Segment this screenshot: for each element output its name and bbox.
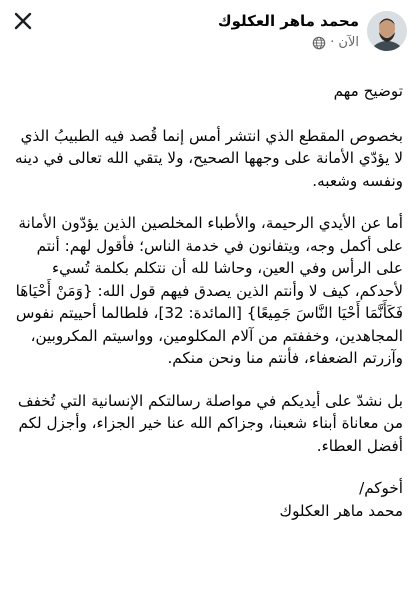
post-body xyxy=(0,80,417,522)
meta-separator: · xyxy=(330,35,335,50)
post-paragraph-3: بل نشدّ على أيديكم في مواصلة رسالتكم الإنسانية التي تُخفف من معاناة أبناء شعبنا، وجزاكم الله عنا خير الجزاء، وأجزل لكم أفضل العطاء. xyxy=(17,391,403,455)
close-button[interactable] xyxy=(10,8,36,34)
avatar[interactable] xyxy=(367,11,407,51)
avatar-photo xyxy=(367,11,407,51)
globe-icon[interactable] xyxy=(312,36,326,50)
post-header xyxy=(0,0,417,70)
post-time[interactable]: الآن xyxy=(338,35,359,50)
close-icon xyxy=(14,12,32,30)
author-name[interactable]: محمد ماهر العكلوك xyxy=(217,12,359,30)
post-closing: أخوكم/ xyxy=(359,479,403,497)
post-paragraph-1: بخصوص المقطع الذي انتشر أمس إنما قُصد فيه الطبيبُ الذي لا يؤدّي الأمانة على وجهها الصحيح، ولا يتقي الله تعالى في دينه ونفسه وشعبه. xyxy=(15,126,403,190)
post-paragraph-2: أما عن الأيدي الرحيمة، والأطباء المخلصين الذين يؤدّون الأمانة على أكمل وجه، ويتفانون في خدمة الناس؛ فأقول لهم: أنتم على الرأس وفي العين، وحاشا لله أن نتكلم بكلمة تُسيء لأحدكم، كيف لا وأنتم الذين يصدق فيهم قول الله: {وَمَنْ أَحْيَاهَا فَكَأَنَّمَا أَحْيَا النَّاسَ جَمِيعًا} [المائدة: 32]، فلطالما أحييتم نفوس المجاهدين، وخففتم من آلام المكلومين، وواسيتم المكروبين، وآزرتم الضعفاء، فأنتم منا ونحن منكم. xyxy=(15,214,403,367)
post-meta xyxy=(312,35,359,50)
post-signature: محمد ماهر العكلوك xyxy=(279,501,403,520)
post-title: توضيح مهم xyxy=(333,82,403,100)
